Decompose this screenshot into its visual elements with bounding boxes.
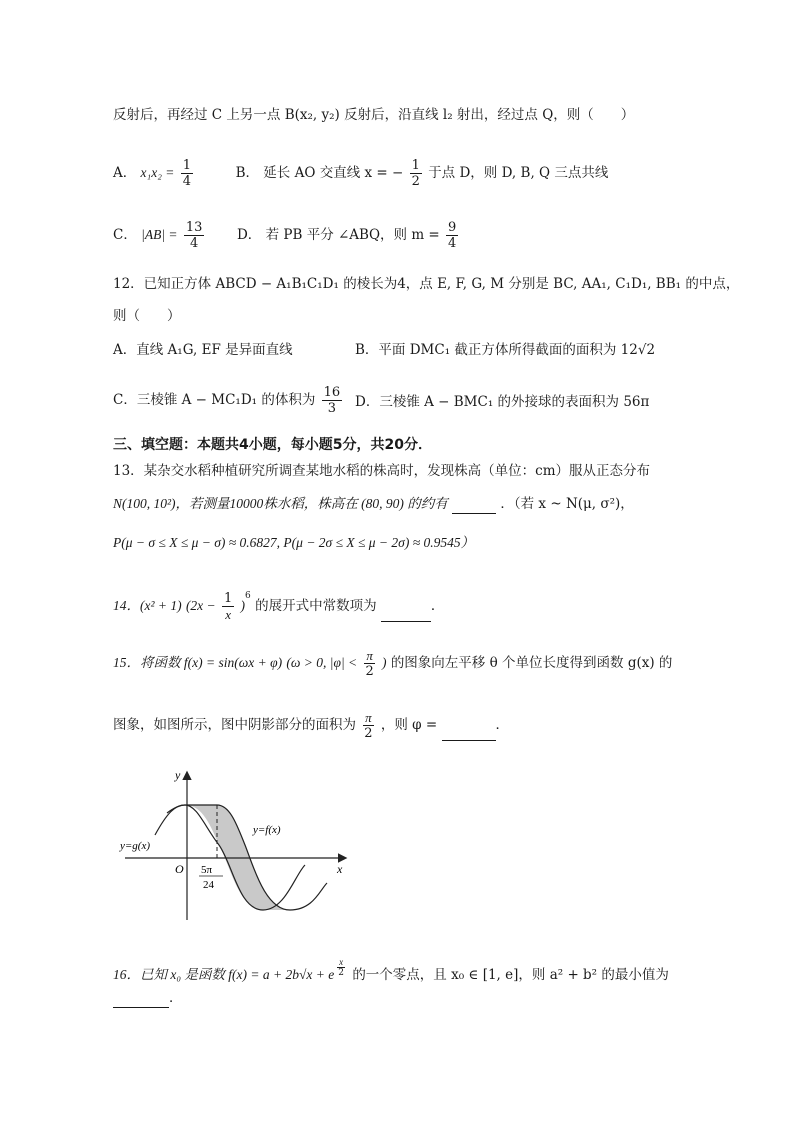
q11-option-a-fraction bbox=[181, 158, 193, 189]
q11-option-b-label: B． bbox=[235, 165, 259, 181]
frac-num: 1 bbox=[223, 591, 233, 606]
q11-options-ab bbox=[113, 158, 608, 189]
frac-num: 13 bbox=[185, 220, 203, 235]
q13-line-3: P(μ − σ ≤ X ≤ μ − σ) ≈ 0.6827, P(μ − 2σ ≤ X ≤ μ − 2σ) ≈ 0.9545） bbox=[113, 535, 475, 550]
q12-stem: 12．已知正方体 ABCD − A₁B₁C₁D₁ 的棱长为4，点 E, F, G, M 分别是 BC, AA₁, C₁D₁, BB₁ 的中点， bbox=[113, 276, 740, 292]
q11-stem: 反射后，再经过 C 上另一点 B(x₂, y₂) 反射后，沿直线 l₂ 射出，经过点 Q，则（ ） bbox=[113, 107, 635, 123]
q12-option-a: A．直线 A₁G, EF 是异面直线 bbox=[113, 342, 293, 358]
frac-den: 4 bbox=[189, 236, 199, 251]
q14 bbox=[113, 586, 444, 622]
q11-option-c-expr: |AB| = bbox=[141, 227, 178, 242]
q15-cond-fraction bbox=[363, 648, 375, 679]
q13-answer-blank bbox=[452, 499, 496, 514]
frac-den: 2 bbox=[411, 174, 420, 189]
q13-line-2 bbox=[113, 494, 634, 514]
q16-line-2 bbox=[113, 988, 183, 1008]
frac-den: 2 bbox=[365, 664, 374, 679]
frac-den: 4 bbox=[182, 174, 191, 189]
q11-option-b-fraction bbox=[410, 158, 422, 189]
tick-numerator: 5π bbox=[201, 864, 213, 876]
frac-num: π bbox=[365, 710, 372, 725]
g-label: y=g(x) bbox=[120, 840, 151, 852]
q15-cond-close: ) bbox=[382, 655, 387, 670]
q11-option-d-pre: 若 PB 平分 ∠ABQ，则 m = bbox=[265, 227, 440, 243]
q14-mid-close: ) bbox=[240, 598, 246, 613]
q15-cond: (ω > 0, |φ| < bbox=[286, 655, 358, 670]
f-label: y=f(x) bbox=[253, 824, 281, 836]
q16-post: 的一个零点，且 x₀ ∈ [1, e]，则 a² + b² 的最小值为 bbox=[352, 967, 669, 983]
q16-pre: 16．已知 x₀ 是函数 f(x) = a + 2b√x + e bbox=[113, 967, 335, 982]
q14-end: ． bbox=[430, 598, 445, 614]
q16-answer-blank bbox=[113, 993, 169, 1008]
q14-mid-open: (2x − bbox=[185, 598, 216, 613]
q11-options-cd bbox=[113, 220, 460, 251]
q16-line-1 bbox=[113, 957, 669, 985]
q15-line-2-pre: 图象，如图所示，图中阴影部分的面积为 bbox=[113, 717, 356, 733]
q15-line-2-end: ． bbox=[495, 717, 510, 733]
q15-figure bbox=[115, 765, 355, 925]
q14-fraction bbox=[222, 591, 234, 622]
q13-line-2-post: ．（若 x ~ N(μ, σ²)， bbox=[500, 496, 634, 512]
origin-label: O bbox=[175, 862, 184, 876]
frac-den: 4 bbox=[448, 236, 457, 251]
q12-option-c-fraction bbox=[322, 385, 343, 416]
q14-post: 的展开式中常数项为 bbox=[255, 598, 377, 614]
q15-post: 的图象向左平移 θ 个单位长度得到函数 g(x) 的 bbox=[390, 655, 673, 671]
q11-option-d-label: D． bbox=[236, 227, 262, 243]
q11-option-c-fraction bbox=[184, 220, 205, 251]
q12-option-c bbox=[113, 385, 344, 416]
tick-denominator: 24 bbox=[203, 879, 214, 891]
q11-option-d-fraction bbox=[446, 220, 458, 251]
frac-den: 2 bbox=[338, 968, 345, 978]
q12-stem-2: 则（ ） bbox=[113, 308, 181, 324]
frac-num: 1 bbox=[411, 158, 420, 173]
q15-line-2 bbox=[113, 710, 509, 741]
q16-end: ． bbox=[169, 990, 183, 1006]
q13-line-1: 13．某杂交水稻种植研究所调查某地水稻的株高时，发现株高（单位：cm）服从正态分布 bbox=[113, 463, 651, 479]
frac-num: 9 bbox=[448, 220, 457, 235]
q15-area-fraction bbox=[362, 710, 374, 741]
q12-option-d: D．三棱锥 A − BMC₁ 的外接球的表面积为 56π bbox=[355, 394, 650, 410]
q14-pre: 14．(x² + 1) bbox=[113, 598, 182, 613]
frac-den: 2 bbox=[364, 726, 373, 741]
y-axis-label: y bbox=[175, 768, 181, 782]
frac-den: 3 bbox=[327, 401, 337, 416]
frac-num: π bbox=[366, 648, 373, 663]
q11-option-a-label: A． bbox=[113, 165, 137, 181]
q11-option-a-expr: x₁x₂ = bbox=[140, 165, 175, 180]
q15-line-1 bbox=[113, 648, 672, 679]
q15-line-2-post: ，则 φ = bbox=[380, 717, 438, 733]
frac-den: x bbox=[225, 607, 231, 622]
q11-option-b-post: 于点 D，则 D, B, Q 三点共线 bbox=[428, 165, 609, 181]
section-3-title: 三、填空题：本题共4小题，每小题5分，共20分． bbox=[113, 437, 432, 453]
q12-option-c-pre: C．三棱锥 A − MC₁D₁ 的体积为 bbox=[113, 392, 316, 408]
q13-line-2-pre: N(100, 10²)，若测量10000株水稻，株高在 (80, 90) 的约有 bbox=[113, 496, 448, 511]
q16-exponent bbox=[336, 957, 346, 978]
q15-answer-blank bbox=[442, 726, 496, 741]
x-axis-label: x bbox=[337, 862, 343, 876]
q14-exponent: 6 bbox=[245, 591, 251, 601]
q12-option-b: B．平面 DMC₁ 截正方体所得截面的面积为 12√2 bbox=[355, 342, 656, 358]
q11-option-c-label: C． bbox=[113, 227, 137, 243]
frac-num: x bbox=[339, 957, 344, 967]
q14-answer-blank bbox=[381, 607, 431, 622]
frac-num: 1 bbox=[182, 158, 191, 173]
frac-num: 16 bbox=[323, 385, 341, 400]
q15-pre: 15．将函数 f(x) = sin(ωx + φ) bbox=[113, 655, 283, 670]
q11-option-b-pre: 延长 AO 交直线 x = − bbox=[263, 165, 404, 181]
